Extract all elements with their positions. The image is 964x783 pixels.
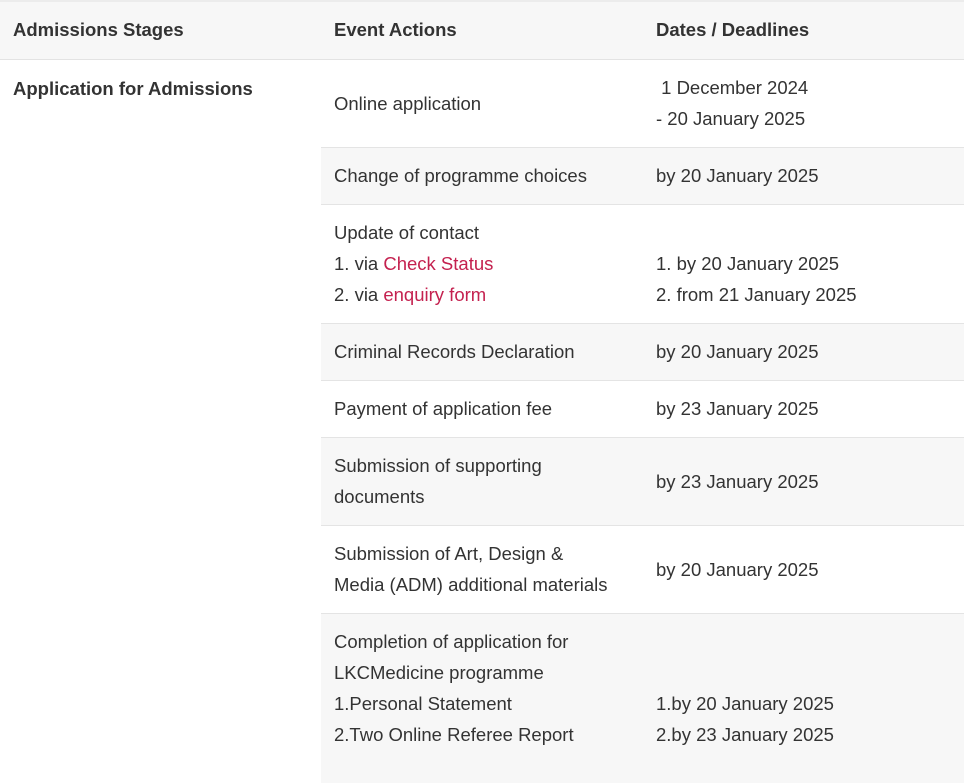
action-text: LKCMedicine programme xyxy=(334,661,544,683)
action-text: documents xyxy=(334,486,425,507)
action-cell xyxy=(321,380,643,437)
date-cell xyxy=(643,437,964,525)
action-prefix: 2. via xyxy=(334,284,384,305)
date-text: 1 December 2024 xyxy=(656,77,809,98)
action-list-item xyxy=(334,248,635,279)
action-text: Submission of supporting xyxy=(334,455,542,476)
date-cell xyxy=(643,525,964,613)
action-text: Criminal Records Declaration xyxy=(334,341,575,362)
action-cell xyxy=(321,525,643,613)
date-cell xyxy=(643,613,964,783)
date-text: - 20 January 2025 xyxy=(656,108,806,129)
action-cell xyxy=(321,204,643,323)
date-text: 2. from 21 January 2025 xyxy=(656,284,857,305)
date-text: by 20 January 2025 xyxy=(656,165,819,186)
date-cell xyxy=(643,147,964,204)
date-text: by 23 January 2025 xyxy=(656,470,819,492)
action-text: 2.Two Online Referee Report xyxy=(334,723,574,745)
date-text: by 20 January 2025 xyxy=(656,558,819,580)
action-text: Payment of application fee xyxy=(334,398,553,419)
date-text: 1. by 20 January 2025 xyxy=(656,253,840,274)
action-list-item xyxy=(334,279,635,310)
action-cell xyxy=(321,59,643,147)
date-text: 1.by 20 January 2025 xyxy=(656,692,834,714)
action-cell xyxy=(321,147,643,204)
action-cell xyxy=(321,323,643,380)
header-event-actions: Event Actions xyxy=(321,1,643,59)
action-text: Change of programme choices xyxy=(334,165,587,186)
table-row xyxy=(0,59,964,147)
action-text: Media (ADM) additional materials xyxy=(334,574,608,595)
action-text: 1.Personal Statement xyxy=(334,692,512,714)
action-cell xyxy=(321,437,643,525)
header-admissions-stages: Admissions Stages xyxy=(0,1,321,59)
table-header-row xyxy=(0,1,964,59)
date-cell xyxy=(643,323,964,380)
stage-application-for-admissions: Application for Admissions xyxy=(0,59,321,783)
header-dates-deadlines: Dates / Deadlines xyxy=(643,1,964,59)
date-text: by 23 January 2025 xyxy=(656,398,819,419)
date-text: by 20 January 2025 xyxy=(656,341,819,362)
action-text: Submission of Art, Design & xyxy=(334,543,564,564)
action-prefix: 1. via xyxy=(334,253,384,274)
action-text: Completion of application for xyxy=(334,630,569,652)
date-cell xyxy=(643,59,964,147)
date-cell xyxy=(643,204,964,323)
date-cell xyxy=(643,380,964,437)
action-text: Online application xyxy=(334,92,482,114)
action-cell xyxy=(321,613,643,783)
date-text: 2.by 23 January 2025 xyxy=(656,723,834,745)
enquiry-form-link[interactable]: enquiry form xyxy=(383,284,487,305)
check-status-link[interactable]: Check Status xyxy=(383,253,494,274)
action-text: Update of contact xyxy=(334,222,480,243)
